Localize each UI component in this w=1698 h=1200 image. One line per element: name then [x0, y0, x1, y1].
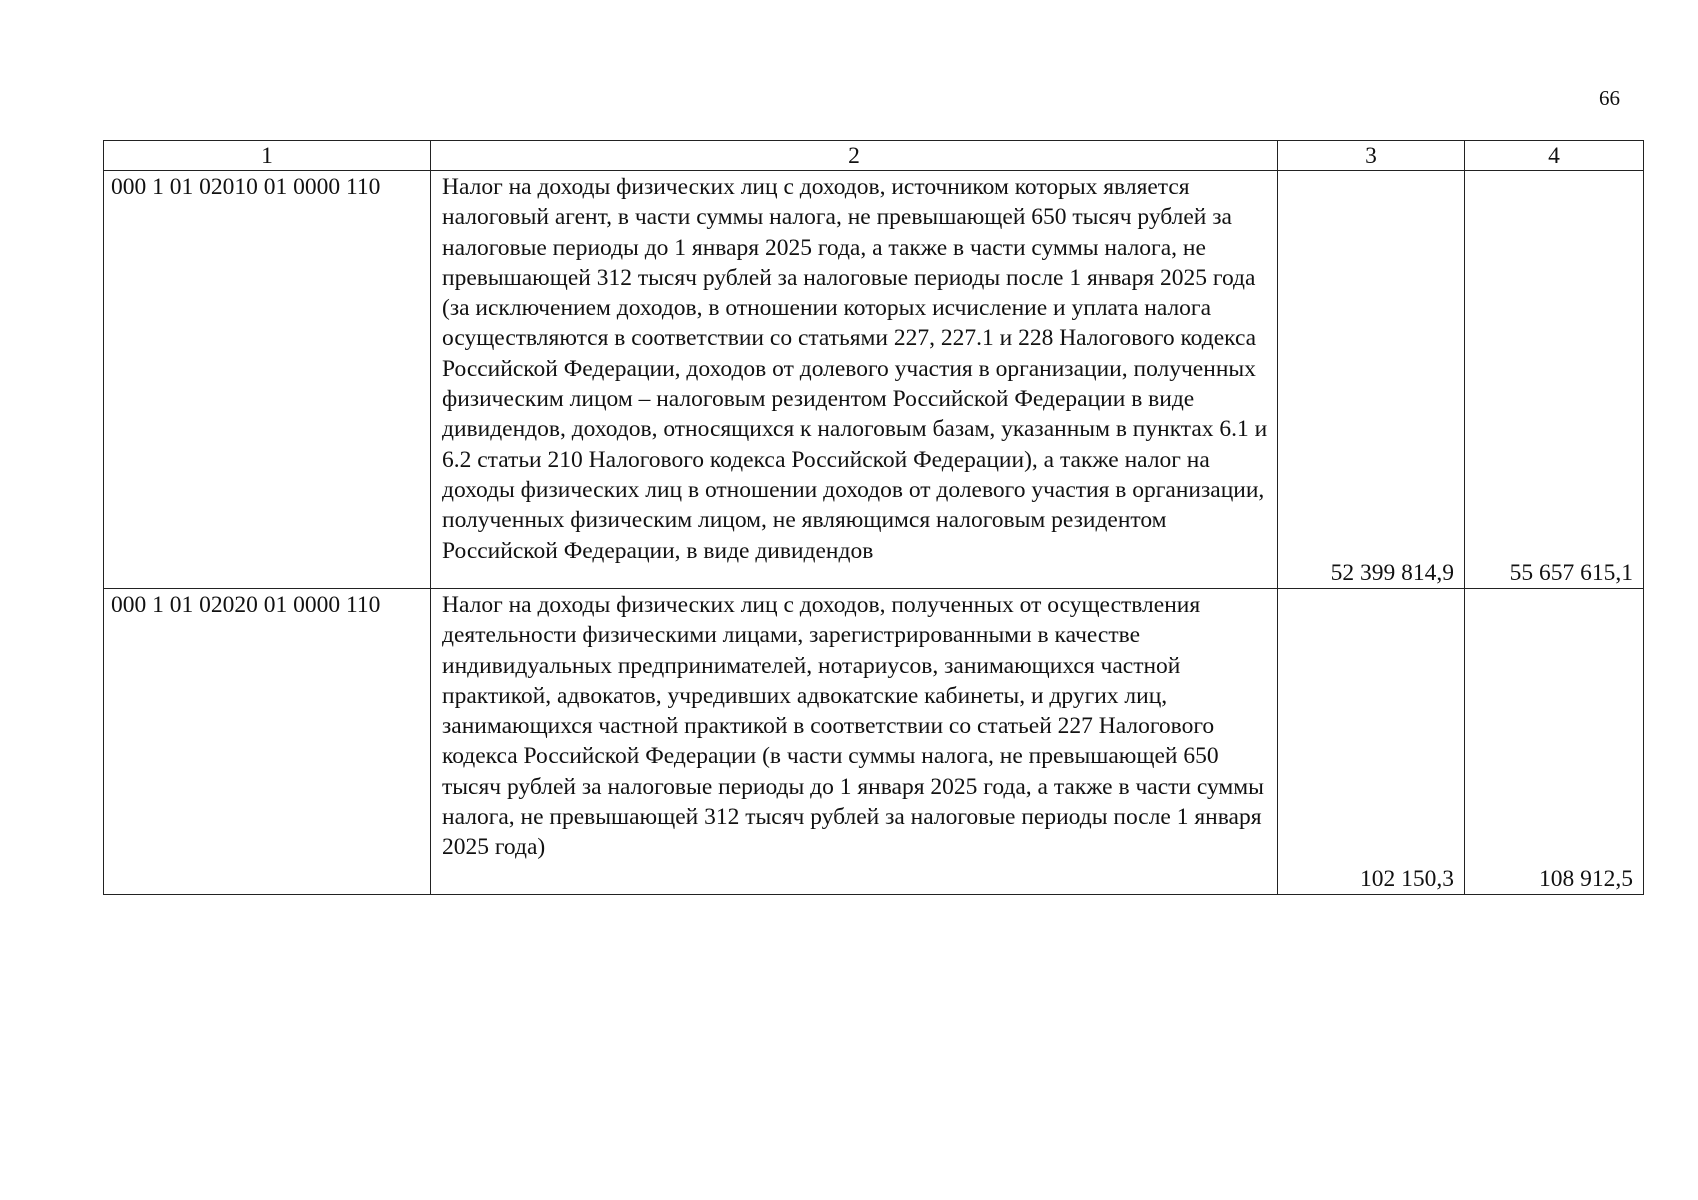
row-value-col3: 102 150,3: [1278, 589, 1465, 895]
row-code: 000 1 01 02010 01 0000 110: [104, 171, 431, 589]
header-col-1: 1: [104, 141, 431, 171]
row-value-col3: 52 399 814,9: [1278, 171, 1465, 589]
row-name: Налог на доходы физических лиц с доходов, полученных от осуществления деятельности физическими лицами, зарегистрированными в качестве индивидуальных предпринимателей, нотариусов, занимающихся частной практикой, адвокатов, учредивших адвокатские кабинеты, и других лиц, занимающихся частной практикой в соответствии со статьей 227 Налогового кодекса Российской Федерации (в части суммы налога, не превышающей 650 тысяч рублей за налоговые периоды до 1 января 2025 года, а также в части суммы налога, не превышающей 312 тысяч рублей за налоговые периоды после 1 января 2025 года): [431, 589, 1278, 895]
table-header: [104, 141, 1644, 171]
header-col-2: 2: [431, 141, 1278, 171]
page-number: 66: [1599, 86, 1620, 110]
row-code: 000 1 01 02020 01 0000 110: [104, 589, 431, 895]
budget-table: [103, 140, 1644, 895]
table-row: [104, 589, 1644, 895]
header-row: [104, 141, 1644, 171]
row-name: Налог на доходы физических лиц с доходов, источником которых является налоговый агент, в части суммы налога, не превышающей 650 тысяч рублей за налоговые периоды до 1 января 2025 года, а также в части суммы налога, не превышающей 312 тысяч рублей за налоговые периоды после 1 января 2025 года (за исключением доходов, в отношении которых исчисление и уплата налога осуществляются в соответствии со статьями 227, 227.1 и 228 Налогового кодекса Российской Федерации, доходов от долевого участия в организации, полученных физическим лицом – налоговым резидентом Российской Федерации в виде дивидендов, доходов, относящихся к налоговым базам, указанным в пунктах 6.1 и 6.2 статьи 210 Налогового кодекса Российской Федерации), а также налог на доходы физических лиц в отношении доходов от долевого участия в организации, полученных физическим лицом, не являющимся налоговым резидентом Российской Федерации, в виде дивидендов: [431, 171, 1278, 589]
header-col-3: 3: [1278, 141, 1465, 171]
header-col-4: 4: [1465, 141, 1644, 171]
table-row: [104, 171, 1644, 589]
row-value-col4: 108 912,5: [1465, 589, 1644, 895]
row-value-col4: 55 657 615,1: [1465, 171, 1644, 589]
table-body: [104, 171, 1644, 895]
